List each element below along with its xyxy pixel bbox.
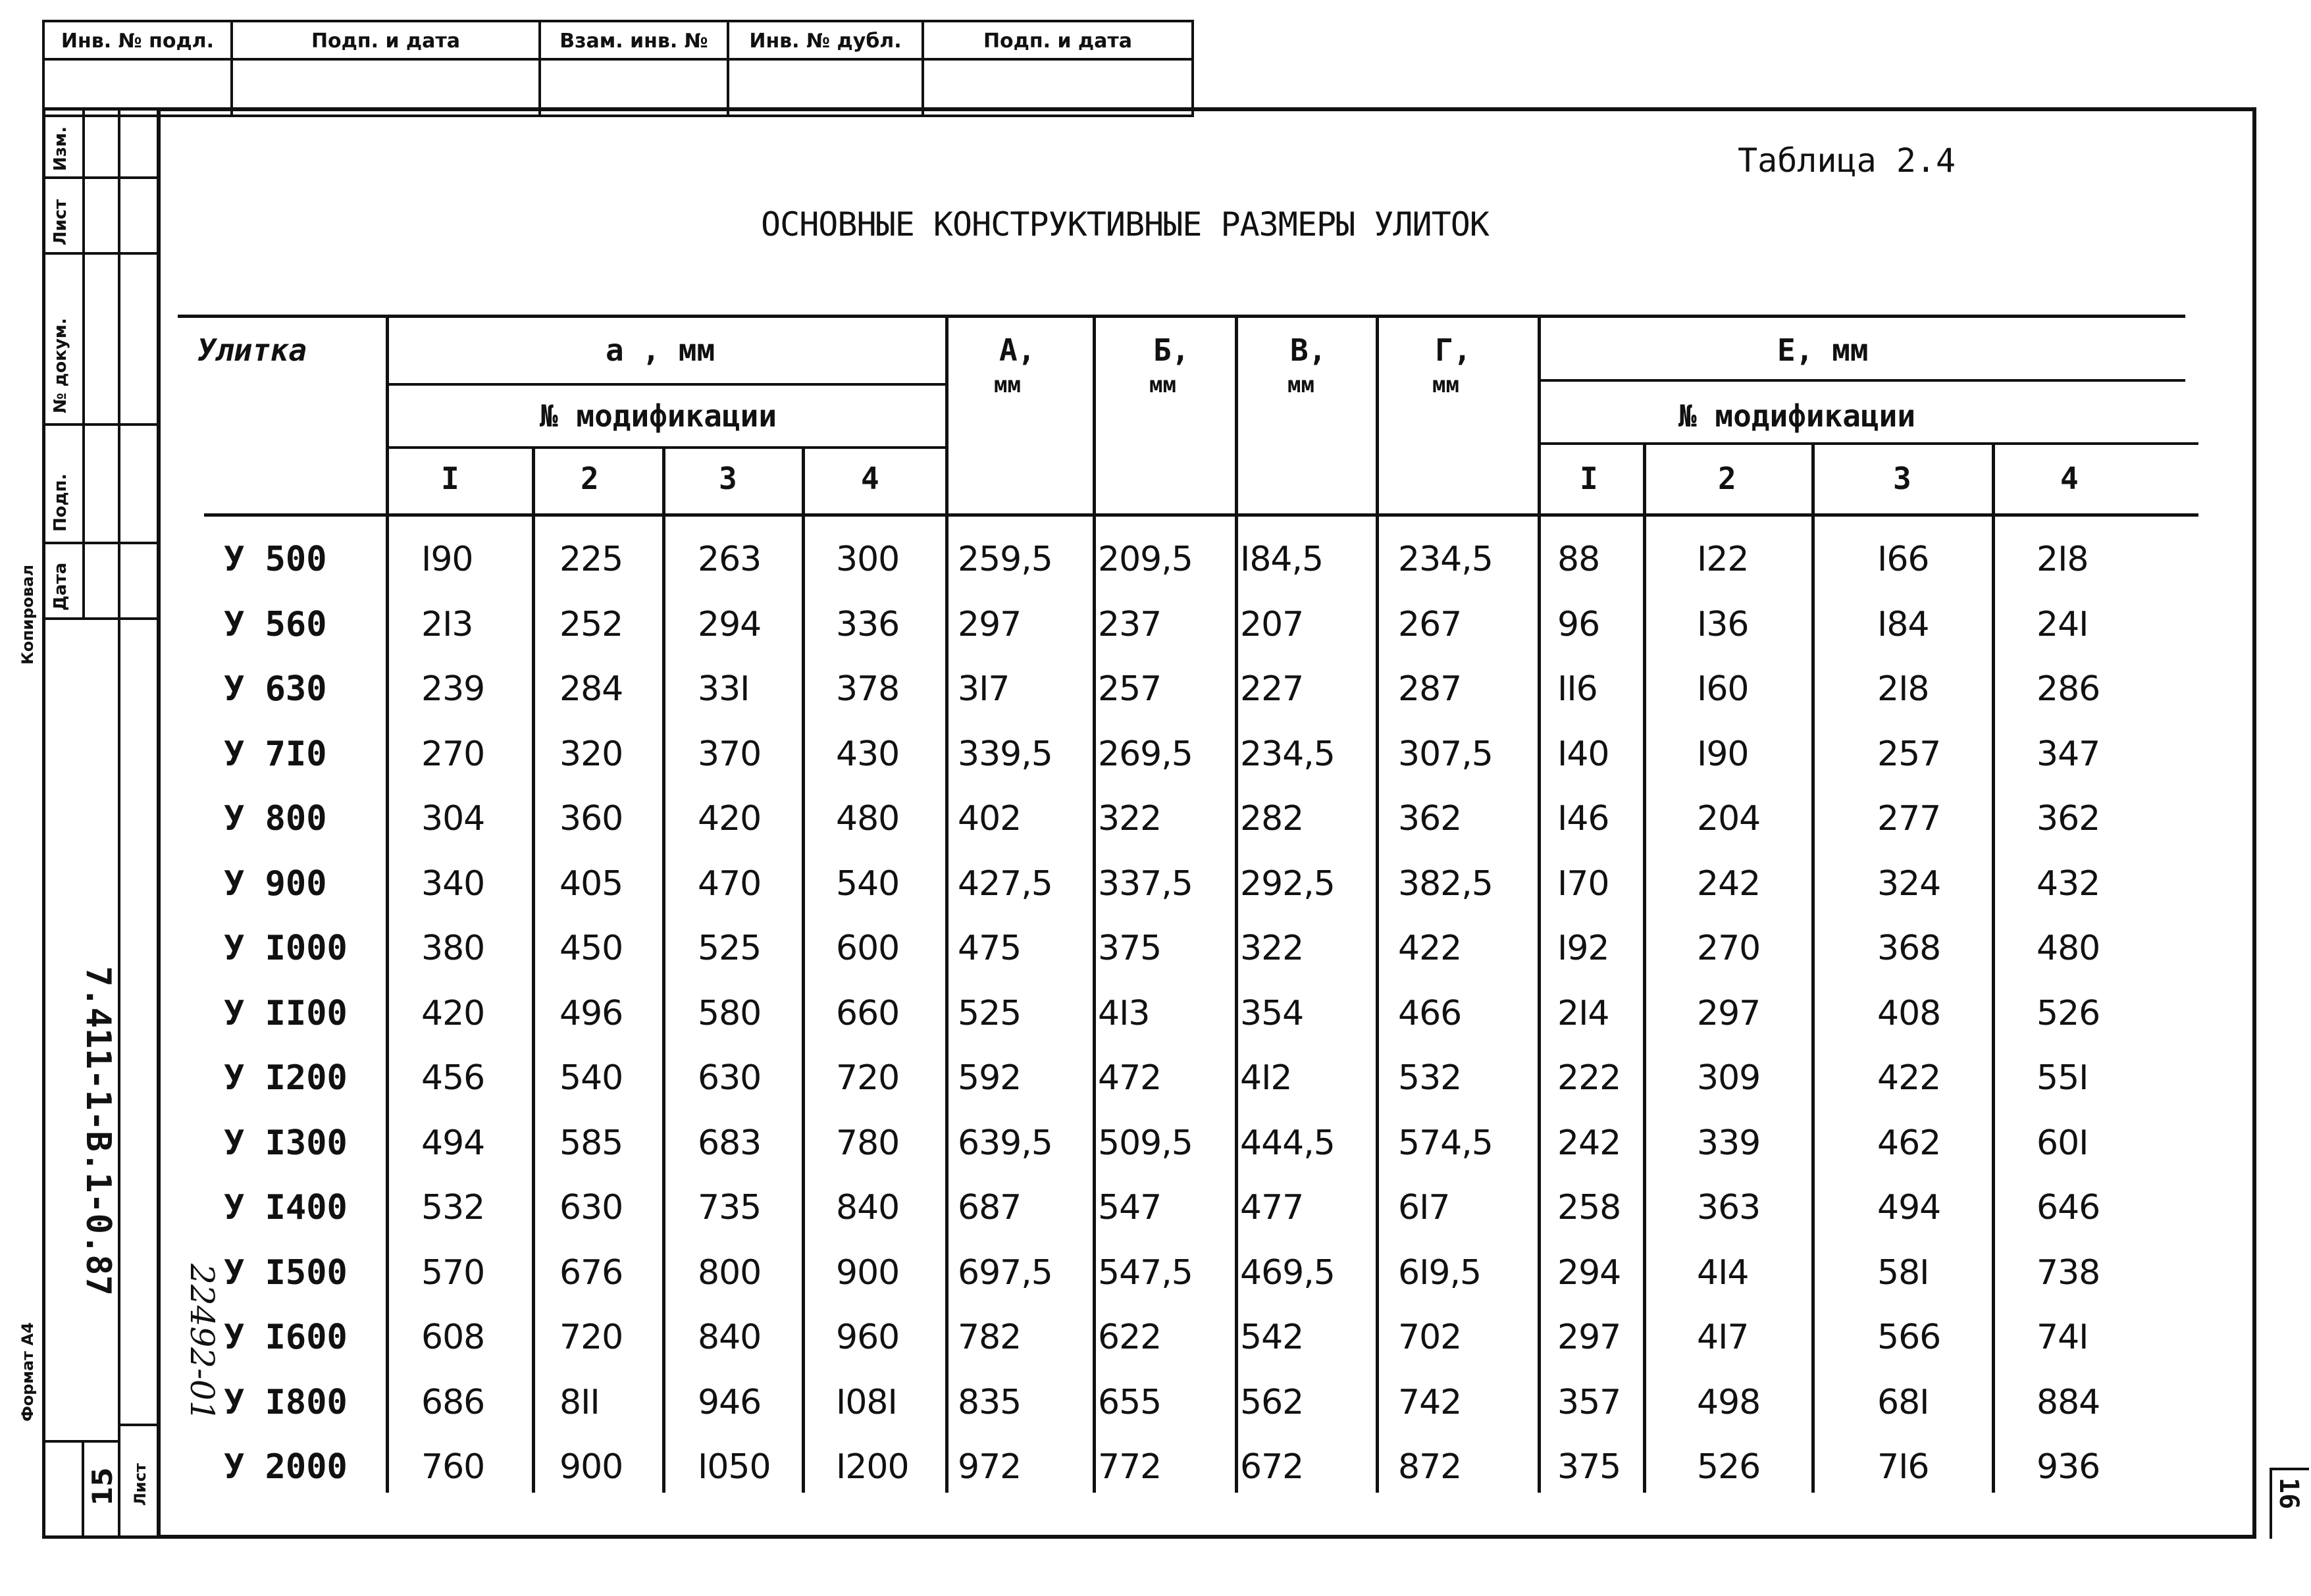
left-stamp-rule bbox=[45, 542, 157, 544]
table-cell: 209,5 bbox=[1098, 540, 1193, 579]
left-stamp-rule bbox=[45, 423, 157, 426]
table-cell: I050 bbox=[698, 1447, 771, 1487]
page-number-box bbox=[2270, 1468, 2309, 1470]
table-cell: 960 bbox=[836, 1318, 900, 1357]
table-cell: I84 bbox=[1877, 605, 1929, 644]
format-label: Формат А4 bbox=[18, 1322, 37, 1422]
table-cell: 320 bbox=[559, 734, 623, 774]
table-cell: 525 bbox=[958, 994, 1022, 1033]
table-cell: I200 bbox=[836, 1447, 909, 1487]
table-cell: 630 bbox=[559, 1188, 623, 1227]
table-cell: 422 bbox=[1398, 929, 1462, 968]
row-label: У I600 bbox=[224, 1318, 348, 1357]
header-rule bbox=[386, 383, 948, 386]
table-cell: 585 bbox=[559, 1123, 623, 1163]
header-E-mod-4: 4 bbox=[2060, 461, 2079, 496]
header-mod-4: 4 bbox=[861, 461, 879, 496]
header-mod-2: 2 bbox=[581, 461, 599, 496]
table-cell: 466 bbox=[1398, 994, 1462, 1033]
left-stamp-divider bbox=[118, 617, 120, 1539]
table-cell: 884 bbox=[2037, 1383, 2100, 1422]
table-cell: 74I bbox=[2037, 1318, 2089, 1357]
left-stamp-rule bbox=[118, 1424, 157, 1426]
table-cell: 405 bbox=[559, 864, 623, 904]
page-number-box bbox=[2270, 1468, 2272, 1539]
table-cell: 660 bbox=[836, 994, 900, 1033]
table-cell: 33I bbox=[698, 669, 750, 709]
table-cell: 270 bbox=[1697, 929, 1761, 968]
table-cell: 720 bbox=[836, 1058, 900, 1098]
doc-code: 7.411-1-В.1-0.87 bbox=[78, 966, 118, 1296]
table-cell: 2I3 bbox=[421, 605, 473, 644]
table-cell: 322 bbox=[1098, 799, 1162, 838]
table-cell: 480 bbox=[2037, 929, 2100, 968]
table-cell: 780 bbox=[836, 1123, 900, 1163]
col-divider bbox=[1992, 442, 1995, 1493]
table-cell: 494 bbox=[1877, 1188, 1941, 1227]
table-cell: 608 bbox=[421, 1318, 485, 1357]
left-stamp-block bbox=[42, 107, 157, 1539]
col-divider bbox=[386, 315, 389, 1493]
table-cell: 835 bbox=[958, 1383, 1022, 1422]
header-E-modification: № модификации bbox=[1678, 398, 1916, 434]
table-cell: 420 bbox=[698, 799, 762, 838]
table-cell: 257 bbox=[1877, 734, 1941, 774]
table-cell: 4I2 bbox=[1240, 1058, 1292, 1098]
top-stamp-block bbox=[42, 20, 1155, 116]
stamp-sheet-label: Лист bbox=[131, 1463, 149, 1506]
header-rule bbox=[1540, 442, 2198, 445]
header-V-unit: мм bbox=[1287, 372, 1314, 398]
table-cell: 562 bbox=[1240, 1383, 1304, 1422]
table-cell: 309 bbox=[1697, 1058, 1761, 1098]
table-cell: 357 bbox=[1557, 1383, 1621, 1422]
table-cell: 24I bbox=[2037, 605, 2089, 644]
table-cell: 475 bbox=[958, 929, 1022, 968]
left-stamp-rule bbox=[45, 176, 157, 179]
table-cell: 735 bbox=[698, 1188, 762, 1227]
stamp-list: Лист bbox=[51, 199, 70, 245]
table-cell: 360 bbox=[559, 799, 623, 838]
table-cell: 380 bbox=[421, 929, 485, 968]
table-label: Таблица 2.4 bbox=[1738, 142, 1956, 180]
table-cell: 456 bbox=[421, 1058, 485, 1098]
table-cell: I08I bbox=[836, 1383, 897, 1422]
table-top-rule bbox=[178, 315, 2185, 318]
stamp-data: Дата bbox=[51, 562, 70, 611]
col-divider bbox=[1811, 442, 1815, 1493]
table-cell: 258 bbox=[1557, 1188, 1621, 1227]
table-cell: 592 bbox=[958, 1058, 1022, 1098]
table-cell: 58I bbox=[1877, 1253, 1929, 1293]
table-cell: 237 bbox=[1098, 605, 1162, 644]
header-ulitka: Улитка bbox=[197, 332, 307, 368]
col-divider bbox=[1643, 442, 1646, 1493]
table-cell: 462 bbox=[1877, 1123, 1941, 1163]
table-cell: 526 bbox=[1697, 1447, 1761, 1487]
table-cell: I70 bbox=[1557, 864, 1609, 904]
table-cell: 427,5 bbox=[958, 864, 1052, 904]
table-cell: 4I4 bbox=[1697, 1253, 1749, 1293]
table-cell: 547 bbox=[1098, 1188, 1162, 1227]
table-cell: 297 bbox=[1557, 1318, 1621, 1357]
table-cell: 972 bbox=[958, 1447, 1022, 1487]
table-cell: 772 bbox=[1098, 1447, 1162, 1487]
table-cell: 646 bbox=[2037, 1188, 2100, 1227]
stamp-n-dokum: № докум. bbox=[51, 318, 70, 413]
header-rule bbox=[1540, 379, 2185, 382]
table-cell: 270 bbox=[421, 734, 485, 774]
table-cell: 294 bbox=[698, 605, 762, 644]
stamp-podp-data-2: Подп. и дата bbox=[922, 20, 1194, 61]
table-cell: 368 bbox=[1877, 929, 1941, 968]
table-cell: 297 bbox=[958, 605, 1022, 644]
table-cell: 472 bbox=[1098, 1058, 1162, 1098]
table-cell: 297 bbox=[1697, 994, 1761, 1033]
table-cell: 304 bbox=[421, 799, 485, 838]
table-cell: 509,5 bbox=[1098, 1123, 1193, 1163]
table-cell: 936 bbox=[2037, 1447, 2100, 1487]
row-label: У 630 bbox=[224, 669, 327, 709]
row-label: У I400 bbox=[224, 1188, 348, 1227]
table-cell: 526 bbox=[2037, 994, 2100, 1033]
table-cell: 68I bbox=[1877, 1383, 1929, 1422]
table-cell: 3I7 bbox=[958, 669, 1010, 709]
table-cell: 672 bbox=[1240, 1447, 1304, 1487]
table-cell: 742 bbox=[1398, 1383, 1462, 1422]
table-cell: I84,5 bbox=[1240, 540, 1324, 579]
table-cell: I66 bbox=[1877, 540, 1929, 579]
table-cell: 469,5 bbox=[1240, 1253, 1335, 1293]
row-label: У 7I0 bbox=[224, 734, 327, 774]
table-cell: 234,5 bbox=[1398, 540, 1493, 579]
header-a-modification: № модификации bbox=[540, 398, 777, 434]
table-cell: 900 bbox=[836, 1253, 900, 1293]
header-E-mod-3: 3 bbox=[1893, 461, 1911, 496]
header-mod-1: I bbox=[441, 461, 459, 496]
row-label: У I200 bbox=[224, 1058, 348, 1098]
table-cell: 207 bbox=[1240, 605, 1304, 644]
header-A: А, bbox=[999, 332, 1036, 368]
table-cell: 540 bbox=[836, 864, 900, 904]
table-cell: 432 bbox=[2037, 864, 2100, 904]
table-cell: 252 bbox=[559, 605, 623, 644]
table-cell: 96 bbox=[1557, 605, 1600, 644]
header-bottom-rule bbox=[204, 513, 2198, 517]
table-cell: 277 bbox=[1877, 799, 1941, 838]
table-cell: 257 bbox=[1098, 669, 1162, 709]
table-cell: 430 bbox=[836, 734, 900, 774]
table-cell: 337,5 bbox=[1098, 864, 1193, 904]
table-cell: 362 bbox=[2037, 799, 2100, 838]
table-cell: 840 bbox=[698, 1318, 762, 1357]
row-label: У 900 bbox=[224, 864, 327, 904]
header-G: Г, bbox=[1435, 332, 1472, 368]
table-cell: 494 bbox=[421, 1123, 485, 1163]
table-cell: 639,5 bbox=[958, 1123, 1052, 1163]
table-cell: 2I4 bbox=[1557, 994, 1609, 1033]
handwritten-number: 22492-01 bbox=[183, 1264, 221, 1422]
table-cell: 375 bbox=[1098, 929, 1162, 968]
table-cell: 900 bbox=[559, 1447, 623, 1487]
table-cell: 363 bbox=[1697, 1188, 1761, 1227]
table-cell: 382,5 bbox=[1398, 864, 1493, 904]
table-cell: 55I bbox=[2037, 1058, 2089, 1098]
stamp-podp-data-1: Подп. и дата bbox=[230, 20, 541, 61]
header-V: В, bbox=[1290, 332, 1327, 368]
table-cell: 284 bbox=[559, 669, 623, 709]
table-cell: 370 bbox=[698, 734, 762, 774]
row-label: У 560 bbox=[224, 605, 327, 644]
table-cell: 540 bbox=[559, 1058, 623, 1098]
stamp-vzam-inv: Взам. инв. № bbox=[538, 20, 729, 61]
table-cell: 234,5 bbox=[1240, 734, 1335, 774]
table-cell: 477 bbox=[1240, 1188, 1304, 1227]
header-A-unit: мм bbox=[994, 372, 1021, 398]
table-cell: 676 bbox=[559, 1253, 623, 1293]
table-cell: 760 bbox=[421, 1447, 485, 1487]
table-cell: 60I bbox=[2037, 1123, 2089, 1163]
row-label: У I300 bbox=[224, 1123, 348, 1163]
table-cell: 227 bbox=[1240, 669, 1304, 709]
table-cell: 8II bbox=[559, 1383, 600, 1422]
table-cell: 683 bbox=[698, 1123, 762, 1163]
table-cell: 294 bbox=[1557, 1253, 1621, 1293]
table-cell: 222 bbox=[1557, 1058, 1621, 1098]
table-cell: 570 bbox=[421, 1253, 485, 1293]
row-label: У II00 bbox=[224, 994, 348, 1033]
header-E-mod-1: I bbox=[1580, 461, 1598, 496]
row-label: У 500 bbox=[224, 540, 327, 579]
table-cell: 242 bbox=[1557, 1123, 1621, 1163]
col-divider bbox=[1093, 315, 1096, 1493]
table-cell: 655 bbox=[1098, 1383, 1162, 1422]
col-divider bbox=[532, 446, 535, 1493]
table-cell: 324 bbox=[1877, 864, 1941, 904]
table-cell: 738 bbox=[2037, 1253, 2100, 1293]
table-cell: 600 bbox=[836, 929, 900, 968]
table-cell: 697,5 bbox=[958, 1253, 1052, 1293]
stamp-izm: Изм. bbox=[51, 126, 70, 171]
table-cell: 282 bbox=[1240, 799, 1304, 838]
col-divider bbox=[945, 315, 948, 1493]
table-cell: 498 bbox=[1697, 1383, 1761, 1422]
row-label: У I800 bbox=[224, 1383, 348, 1422]
table-cell: 946 bbox=[698, 1383, 762, 1422]
table-cell: I92 bbox=[1557, 929, 1609, 968]
header-B-unit: мм bbox=[1149, 372, 1176, 398]
table-cell: 450 bbox=[559, 929, 623, 968]
table-cell: 2I8 bbox=[2037, 540, 2089, 579]
table-cell: 496 bbox=[559, 994, 623, 1033]
table-cell: 6I7 bbox=[1398, 1188, 1450, 1227]
table-cell: 286 bbox=[2037, 669, 2100, 709]
left-stamp-divider bbox=[82, 1440, 84, 1539]
table-cell: 2I8 bbox=[1877, 669, 1929, 709]
table-cell: 542 bbox=[1240, 1318, 1304, 1357]
header-E-mod-2: 2 bbox=[1718, 461, 1736, 496]
row-label: У I500 bbox=[224, 1253, 348, 1293]
col-divider bbox=[1235, 315, 1238, 1493]
table-cell: 566 bbox=[1877, 1318, 1941, 1357]
table-cell: 4I3 bbox=[1098, 994, 1150, 1033]
table-cell: 300 bbox=[836, 540, 900, 579]
table-cell: II6 bbox=[1557, 669, 1597, 709]
table-cell: 322 bbox=[1240, 929, 1304, 968]
table-cell: I90 bbox=[421, 540, 473, 579]
table-cell: 532 bbox=[1398, 1058, 1462, 1098]
left-stamp-rule bbox=[45, 1440, 118, 1443]
table-cell: 630 bbox=[698, 1058, 762, 1098]
table-cell: 292,5 bbox=[1240, 864, 1335, 904]
kopiroval-label: Копировал bbox=[18, 564, 37, 665]
table-cell: I22 bbox=[1697, 540, 1749, 579]
table-cell: 336 bbox=[836, 605, 900, 644]
header-rule bbox=[386, 446, 948, 449]
header-mod-3: 3 bbox=[719, 461, 737, 496]
table-cell: 354 bbox=[1240, 994, 1304, 1033]
table-cell: 362 bbox=[1398, 799, 1462, 838]
row-label: У I000 bbox=[224, 929, 348, 968]
page-title: ОСНОВНЫЕ КОНСТРУКТИВНЫЕ РАЗМЕРЫ УЛИТОК bbox=[761, 205, 1489, 244]
table-cell: 263 bbox=[698, 540, 762, 579]
header-a-mm: а , мм bbox=[606, 332, 715, 368]
table-cell: 4I7 bbox=[1697, 1318, 1749, 1357]
table-cell: 307,5 bbox=[1398, 734, 1493, 774]
row-label: У 800 bbox=[224, 799, 327, 838]
table-cell: 225 bbox=[559, 540, 623, 579]
table-cell: 339,5 bbox=[958, 734, 1052, 774]
table-cell: 347 bbox=[2037, 734, 2100, 774]
table-cell: 88 bbox=[1557, 540, 1600, 579]
page-number: 16 bbox=[2273, 1478, 2304, 1510]
table-cell: 239 bbox=[421, 669, 485, 709]
table-cell: 420 bbox=[421, 994, 485, 1033]
table-cell: 547,5 bbox=[1098, 1253, 1193, 1293]
table-cell: 378 bbox=[836, 669, 900, 709]
table-cell: I46 bbox=[1557, 799, 1609, 838]
table-cell: I90 bbox=[1697, 734, 1749, 774]
table-cell: 532 bbox=[421, 1188, 485, 1227]
table-cell: 687 bbox=[958, 1188, 1022, 1227]
table-cell: 622 bbox=[1098, 1318, 1162, 1357]
table-cell: 269,5 bbox=[1098, 734, 1193, 774]
col-divider bbox=[1376, 315, 1379, 1493]
table-cell: 840 bbox=[836, 1188, 900, 1227]
table-cell: 525 bbox=[698, 929, 762, 968]
table-cell: 872 bbox=[1398, 1447, 1462, 1487]
table-cell: 408 bbox=[1877, 994, 1941, 1033]
table-cell: 204 bbox=[1697, 799, 1761, 838]
table-cell: 580 bbox=[698, 994, 762, 1033]
header-B: Б, bbox=[1153, 332, 1190, 368]
table-cell: 287 bbox=[1398, 669, 1462, 709]
header-G-unit: мм bbox=[1432, 372, 1459, 398]
table-cell: 782 bbox=[958, 1318, 1022, 1357]
table-cell: 444,5 bbox=[1240, 1123, 1335, 1163]
row-label: У 2000 bbox=[224, 1447, 348, 1487]
table-cell: 470 bbox=[698, 864, 762, 904]
table-cell: 259,5 bbox=[958, 540, 1052, 579]
table-cell: I60 bbox=[1697, 669, 1749, 709]
table-cell: 340 bbox=[421, 864, 485, 904]
table-cell: 6I9,5 bbox=[1398, 1253, 1482, 1293]
col-divider bbox=[1538, 315, 1541, 1493]
stamp-podp: Подп. bbox=[51, 473, 70, 532]
table-cell: 702 bbox=[1398, 1318, 1462, 1357]
table-cell: 375 bbox=[1557, 1447, 1621, 1487]
left-stamp-rule bbox=[45, 252, 157, 255]
stamp-inv-dubl: Инв. № дубл. bbox=[727, 20, 924, 61]
table-cell: 7I6 bbox=[1877, 1447, 1929, 1487]
table-cell: 242 bbox=[1697, 864, 1761, 904]
col-divider bbox=[662, 446, 665, 1493]
table-cell: 402 bbox=[958, 799, 1022, 838]
table-cell: 422 bbox=[1877, 1058, 1941, 1098]
table-cell: 720 bbox=[559, 1318, 623, 1357]
col-divider bbox=[802, 446, 805, 1493]
left-stamp-rule bbox=[45, 617, 157, 620]
header-E-mm: Е, мм bbox=[1777, 332, 1869, 368]
table-cell: 267 bbox=[1398, 605, 1462, 644]
table-cell: I40 bbox=[1557, 734, 1609, 774]
table-cell: 339 bbox=[1697, 1123, 1761, 1163]
table-cell: I36 bbox=[1697, 605, 1749, 644]
table-cell: 574,5 bbox=[1398, 1123, 1493, 1163]
stamp-sheet-no: 15 bbox=[86, 1467, 118, 1506]
table-cell: 480 bbox=[836, 799, 900, 838]
table-cell: 686 bbox=[421, 1383, 485, 1422]
stamp-inv-podl: Инв. № подл. bbox=[42, 20, 233, 61]
table-cell: 800 bbox=[698, 1253, 762, 1293]
